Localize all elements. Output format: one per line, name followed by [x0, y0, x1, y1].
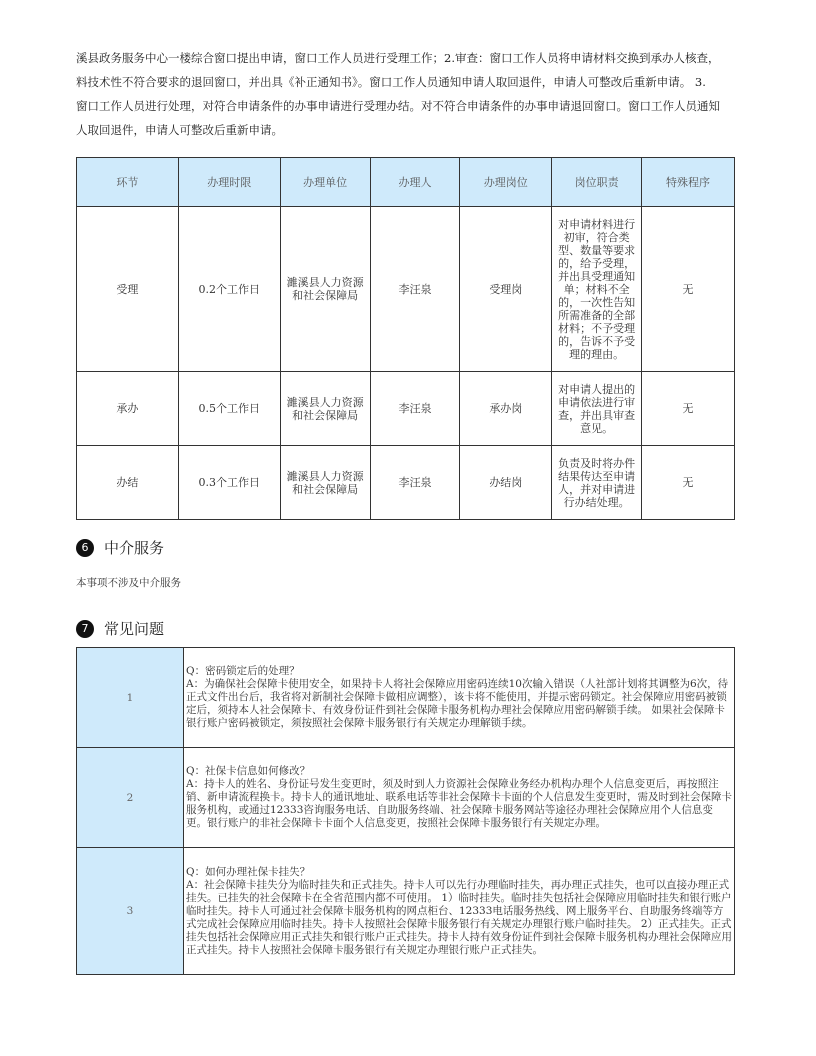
number-7-icon: 7: [76, 620, 94, 638]
faq-answer: A：为确保社会保障卡使用安全，如果持卡人将社会保障应用密码连续10次输入错误（人社部计划将其调整为6次，待正式文件出台后，我省将对新制社会保障卡做相应调整），该卡将不能使用，并提示密码锁定。社会保障应用密码被锁定后，须持本人社会保障卡、有效身份证件到社会保障卡服务机构办理社会保障应用密码解锁手续。 如果社会保障卡银行账户密码被锁定，须按照社会保障卡服务银行有关规定办理解锁手续。: [186, 678, 729, 729]
cell-duty: 对申请材料进行初审，符合类型、数量等要求的，给予受理，并出具受理通知单；材料不全的，一次性告知所需准备的全部材料；不予受理的，告诉不予受理的理由。: [552, 207, 642, 372]
table-row: [77, 446, 735, 520]
faq-question: Q：密码锁定后的处理？: [186, 665, 300, 677]
intro-line: 窗口工作人员进行处理，对符合申请条件的办事申请进行受理办结。对不符合申请条件的办事申请退回窗口。窗口工作人员通知: [76, 99, 720, 113]
faq-question: Q：如何办理社保卡挂失？: [186, 865, 311, 878]
process-table: [76, 157, 735, 520]
faq-index: 2: [77, 748, 184, 848]
header-time: 办理时限: [178, 158, 280, 207]
faq-content: [184, 648, 735, 748]
cell-time: 0.2个工作日: [178, 207, 280, 372]
faq-index: 1: [77, 648, 184, 748]
section-heading-intermediary: [76, 537, 164, 558]
cell-step: 受理: [77, 207, 179, 372]
number-6-icon: 6: [76, 539, 94, 557]
intro-line: 料技术性不符合要求的退回窗口，并出具《补正通知书》。窗口工作人员通知申请人取回退件，申请人可整改后重新申请。 3.: [76, 75, 706, 89]
cell-unit: 濉溪县人力资源和社会保障局: [280, 372, 370, 446]
cell-special: 无: [642, 446, 735, 520]
header-unit: 办理单位: [280, 158, 370, 207]
faq-question: Q：社保卡信息如何修改？: [186, 765, 311, 777]
section-title: 中介服务: [104, 539, 165, 557]
faq-answer: A：持卡人的姓名、身份证号发生变更时，须及时到人力资源社会保障业务经办机构办理个人信息变更后，再按照注销、新申请流程换卡。持卡人的通讯地址、联系电话等非社会保障卡卡面的个人信息发生变更时，需及时到社会保障卡服务机构，或通过12333咨询服务电话、自助服务终端、社会保障卡服务网站等途径办理社会保障应用个人信息变更。银行账户的非社会保障卡卡面个人信息变更，按照社会保障卡服务银行有关规定办理。: [186, 778, 732, 829]
faq-row: [77, 648, 735, 748]
faq-row: [77, 748, 735, 848]
cell-special: 无: [642, 207, 735, 372]
intro-paragraph: [76, 46, 742, 142]
intermediary-note: 本事项不涉及中介服务: [76, 577, 181, 589]
cell-time: 0.5个工作日: [178, 372, 280, 446]
process-table-header-row: [77, 158, 735, 207]
header-person: 办理人: [370, 158, 460, 207]
header-step: 环节: [77, 158, 179, 207]
cell-post: 承办岗: [460, 372, 552, 446]
cell-step: 办结: [77, 446, 179, 520]
header-special: 特殊程序: [642, 158, 735, 207]
section-title: 常见问题: [104, 620, 165, 638]
faq-table: [76, 647, 735, 975]
faq-row: [77, 848, 735, 975]
cell-person: 李汪泉: [370, 207, 460, 372]
table-row: [77, 372, 735, 446]
section-heading-faq: [76, 618, 164, 639]
cell-duty: 对申请人提出的申请依法进行审查，并出具审查意见。: [552, 372, 642, 446]
header-post: 办理岗位: [460, 158, 552, 207]
faq-content: [184, 748, 735, 848]
faq-index: 3: [77, 848, 184, 975]
cell-time: 0.3个工作日: [178, 446, 280, 520]
intro-line: 溪县政务服务中心一楼综合窗口提出申请，窗口工作人员进行受理工作；2.审查：窗口工作人员将申请材料交换到承办人核查，: [76, 51, 720, 65]
table-row: [77, 207, 735, 372]
cell-person: 李汪泉: [370, 446, 460, 520]
cell-step: 承办: [77, 372, 179, 446]
intro-line: 人取回退件，申请人可整改后重新申请。: [76, 123, 283, 137]
faq-answer: A：社会保障卡挂失分为临时挂失和正式挂失。持卡人可以先行办理临时挂失，再办理正式挂失，也可以直接办理正式挂失。已挂失的社会保障卡在全省范围内都不可使用。 1）临时挂失。临时挂失包括社会保障应用临时挂失和银行账户临时挂失。持卡人可通过社会保障卡服务机构的网点柜台、12333电话服务热线、网上服务平台、自助服务终端等方式完成社会保障应用临时挂失。持卡人按照社会保障卡服务银行有关规定办理银行账户临时挂失。 2）正式挂失。正式挂失包括社会保障应用正式挂失和银行账户正式挂失。持卡人持有效身份证件到社会保障卡服务机构办理社会保障应用正式挂失。持卡人按照社会保障卡服务银行有关规定办理银行账户正式挂失。: [186, 878, 732, 956]
header-duty: 岗位职责: [552, 158, 642, 207]
faq-content: [184, 848, 735, 975]
cell-unit: 濉溪县人力资源和社会保障局: [280, 207, 370, 372]
cell-duty: 负责及时将办件结果传达至申请人，并对申请进行办结处理。: [552, 446, 642, 520]
cell-special: 无: [642, 372, 735, 446]
cell-post: 办结岗: [460, 446, 552, 520]
cell-post: 受理岗: [460, 207, 552, 372]
cell-person: 李汪泉: [370, 372, 460, 446]
cell-unit: 濉溪县人力资源和社会保障局: [280, 446, 370, 520]
